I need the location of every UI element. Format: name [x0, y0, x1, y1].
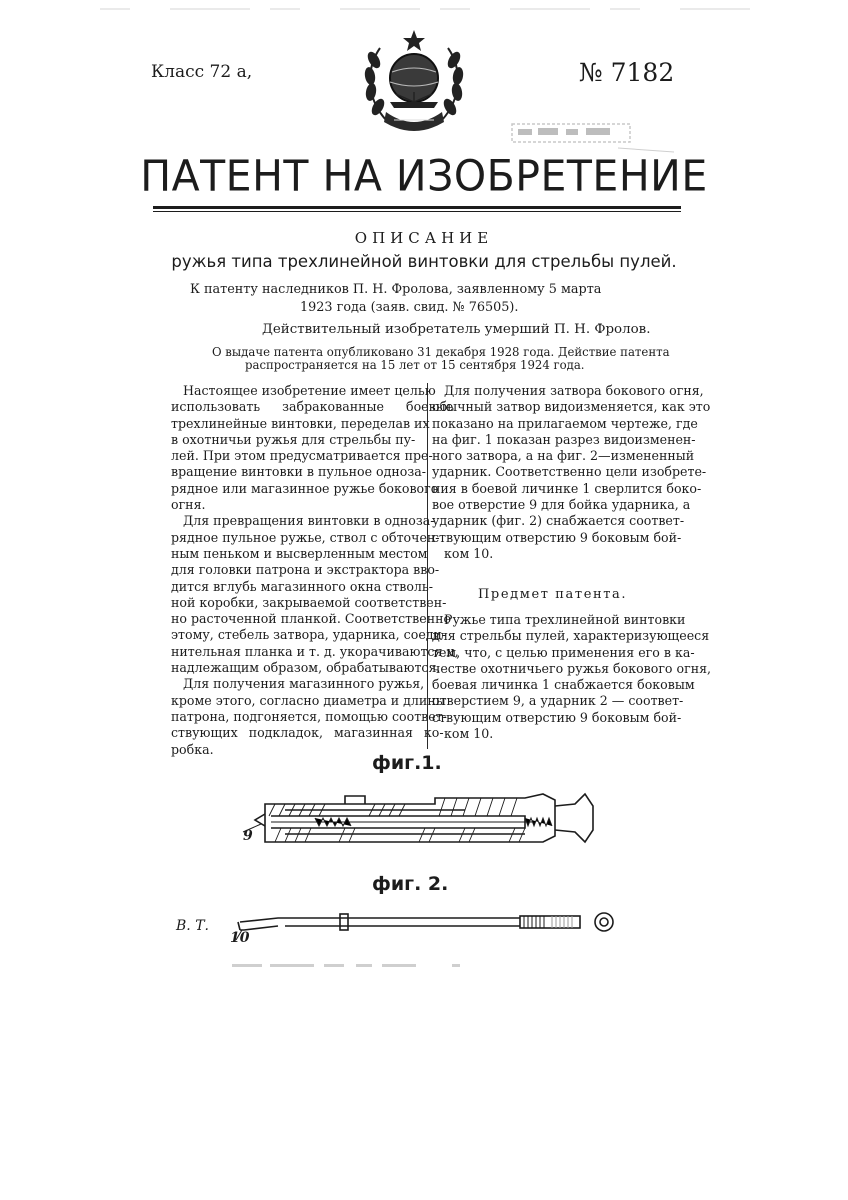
claim-heading: Предмет патента. [478, 587, 628, 602]
text-line: обычный затвор видоизменяется, как это [432, 399, 711, 415]
text-line: для головки патрона и экстрактора вво- [171, 562, 440, 578]
figure-2-label: фиг. 2. [372, 873, 449, 895]
text-line: ного затвора, а на фиг. 2—измененный [432, 448, 695, 464]
text-line: боевая личинка 1 снабжается боковым [432, 677, 695, 693]
text-line: ударник. Соответственно цели изобрете- [432, 464, 707, 480]
figure-1-bolt-section [225, 786, 610, 854]
text-line: использовать забракованные боевые [171, 399, 454, 415]
title-rule [153, 206, 681, 209]
patent-holders-line: К патенту наследников П. Н. Фролова, заявленному 5 марта [190, 282, 602, 297]
validity-line: распространяется на 15 лет от 15 сентября 1924 года. [245, 358, 585, 372]
text-line: ствующим отверстию 9 боковым бой- [432, 709, 682, 725]
text-line: ком 10. [444, 545, 494, 561]
text-line: ным пеньком и высверленным местом [171, 545, 428, 561]
text-line: огня. [171, 497, 206, 513]
text-line: показано на прилагаемом чертеже, где [432, 415, 698, 431]
text-line: ния в боевой личинке 1 сверлится боко- [432, 480, 702, 496]
document-title: ПАТЕНТ НА ИЗОБРЕТЕНИЕ [140, 150, 708, 202]
application-line: 1923 года (заяв. свид. № 76505). [300, 300, 519, 315]
scan-edge-line [100, 8, 750, 10]
publication-line: О выдаче патента опубликовано 31 декабря 1928 года. Действие патента [212, 345, 670, 359]
text-line: Ружье типа трехлинейной винтовки [444, 612, 686, 627]
text-line: робка. [171, 741, 214, 757]
text-line: рядное или магазинное ружье бокового [171, 480, 439, 496]
text-line: Для получения магазинного ружья, [183, 676, 425, 692]
text-line: Для получения затвора бокового огня, [444, 383, 704, 398]
text-line: этому, стебель затвора, ударника, соеди- [171, 627, 447, 643]
text-line: Настоящее изобретение имеет целью [183, 383, 436, 398]
text-line: ударник (фиг. 2) снабжается соответ- [432, 513, 685, 529]
right-column [432, 383, 710, 562]
library-stamp-mark [508, 118, 676, 154]
figure-1-label: фиг.1. [372, 752, 442, 774]
title-rule-thin [153, 211, 681, 212]
text-line: ком 10. [444, 726, 494, 742]
text-line: вое отверстие 9 для бойка ударника, а [432, 497, 691, 513]
text-line: вращение винтовки в пульное одноза- [171, 464, 426, 480]
description-subject: ружья типа трехлинейной винтовки для стрельбы пулей. [171, 252, 677, 271]
text-line: патрона, подгоняется, помощью соответ- [171, 708, 447, 724]
text-line: лей. При этом предусматривается пре- [171, 448, 433, 464]
left-column [171, 383, 459, 758]
text-line: трехлинейные винтовки, переделав их [171, 415, 430, 431]
faint-footer-trace [232, 962, 482, 970]
claim-text [432, 612, 711, 742]
state-emblem-icon [360, 28, 468, 140]
patent-class-label: Класс 72 а, [151, 62, 253, 82]
figure-2-side-label: В. Т. [176, 918, 209, 934]
text-line: отверстием 9, а ударник 2 — соответ- [432, 693, 684, 709]
inventor-line: Действительный изобретатель умерший П. Н. Фролов. [262, 322, 651, 337]
text-line: надлежащим образом, обрабатываются. [171, 660, 441, 676]
text-line: нительная планка и т. д. укорачиваются и, [171, 643, 459, 659]
description-heading: ОПИСАНИЕ [354, 229, 494, 247]
patent-number: № 7182 [579, 58, 675, 87]
text-line: для стрельбы пулей, характеризующееся [432, 628, 710, 644]
text-line: на фиг. 1 показан разрез видоизменен- [432, 431, 696, 447]
text-line: в охотничьи ружья для стрельбы пу- [171, 431, 416, 447]
text-line: тем, что, с целью применения его в ка- [432, 644, 695, 660]
text-line: честве охотничьего ружья бокового огня, [432, 660, 712, 676]
reference-number-10: 10 [230, 930, 250, 946]
figure-2-striker [160, 906, 620, 952]
text-line: ствующим отверстию 9 боковым бой- [432, 529, 682, 545]
text-line: рядное пульное ружье, ствол с обточен- [171, 529, 440, 545]
reference-number-9: 9 [243, 828, 253, 844]
text-line: ствующих подкладок, магазинная ко- [171, 725, 444, 741]
text-line: но расточенной планкой. Соответственно [171, 611, 452, 627]
text-line: кроме этого, согласно диаметра и длины [171, 692, 446, 708]
text-line: ной коробки, закрываемой соответствен- [171, 594, 447, 610]
text-line: дится вглубь магазинного окна стволь- [171, 578, 434, 594]
text-line: Для превращения винтовки в одноза- [183, 513, 435, 529]
